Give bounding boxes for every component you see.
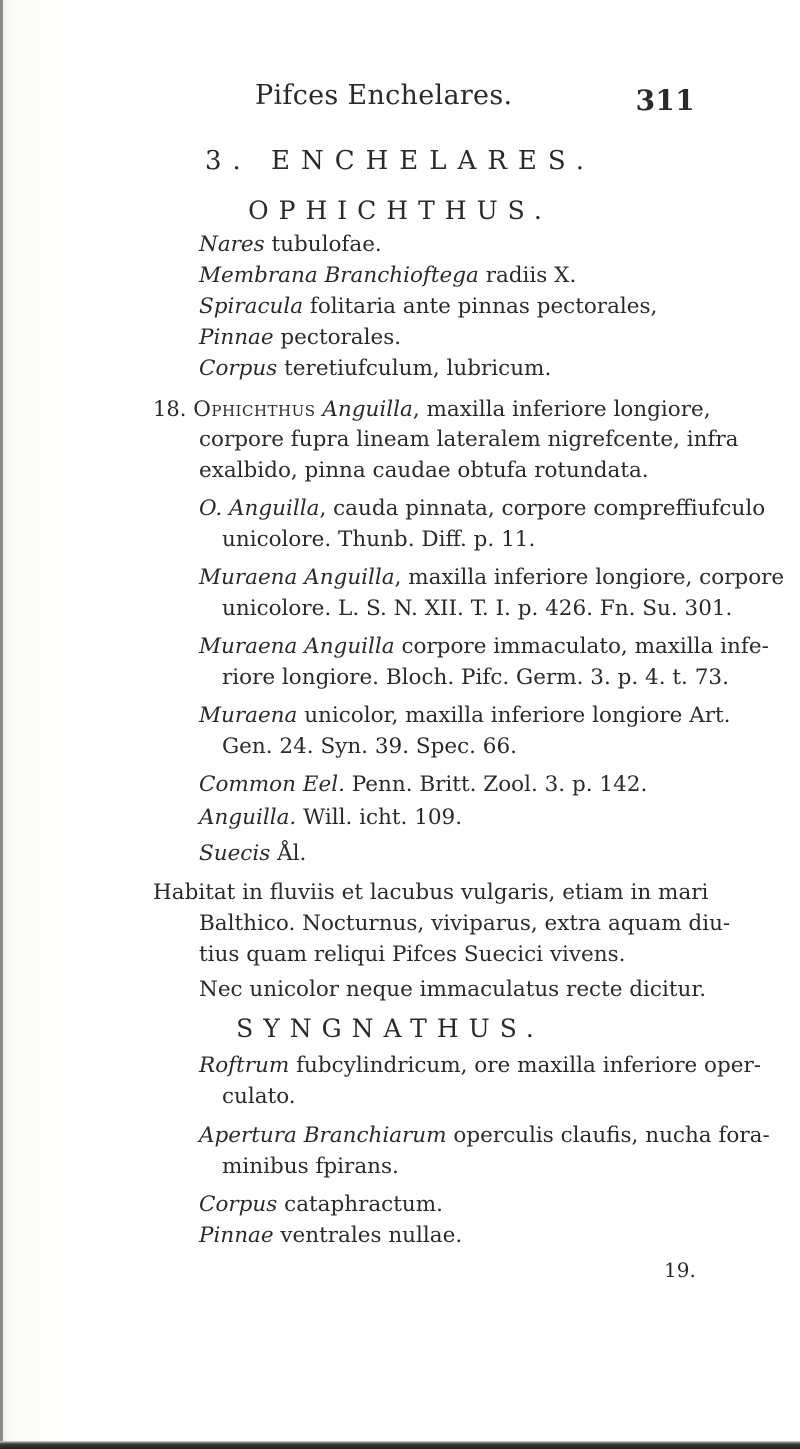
diagnosis-line: exalbido, pinna caudae obtufa rotundata. bbox=[199, 458, 649, 483]
synonym-term: Common Eel. bbox=[199, 772, 345, 797]
character-term: Pinnae bbox=[199, 325, 274, 350]
page-number: 311 bbox=[635, 84, 695, 117]
species-entry-title: 18. Ophichthus Anguilla, maxilla inferiore longiore, bbox=[153, 397, 711, 422]
character-term: Nares bbox=[199, 232, 265, 257]
synonym-term: Anguilla. bbox=[199, 805, 297, 830]
page-bottom-edge bbox=[0, 1441, 800, 1449]
species-genus: Ophichthus bbox=[193, 397, 316, 422]
synonym-line: Muraena unicolor, maxilla inferiore longiore Art. bbox=[199, 703, 731, 728]
habitat-line: tius quam reliqui Pifces Suecici vivens. bbox=[199, 942, 626, 967]
character-term: Corpus bbox=[199, 356, 278, 381]
running-head-title: Pifces Enchelares. bbox=[255, 80, 513, 111]
character-term: Apertura Branchiarum bbox=[199, 1123, 447, 1148]
character-line: Nares tubulofae. bbox=[199, 232, 382, 257]
synonym-line: Gen. 24. Syn. 39. Spec. 66. bbox=[222, 734, 517, 759]
character-line: Spiracula folitaria ante pinnas pectorales, bbox=[199, 294, 658, 319]
character-term: Spiracula bbox=[199, 294, 304, 319]
character-line: Membrana Branchioftega radiis X. bbox=[199, 263, 577, 288]
genus-heading-ophichthus: OPHICHTHUS. bbox=[248, 196, 552, 225]
synonym-line: Muraena Anguilla corpore immaculato, maxilla infe- bbox=[199, 634, 769, 659]
character-line: Corpus teretiufculum, lubricum. bbox=[199, 356, 552, 381]
character-term: Pinnae bbox=[199, 1223, 274, 1248]
character-term: Corpus bbox=[199, 1192, 278, 1217]
synonym-line: Suecis Ål. bbox=[199, 841, 307, 866]
character-line: minibus fpirans. bbox=[222, 1154, 399, 1179]
synonym-term: Muraena Anguilla bbox=[199, 565, 395, 590]
genus-heading-syngnathus: SYNGNATHUS. bbox=[236, 1014, 544, 1043]
character-line: Pinnae pectorales. bbox=[199, 325, 402, 350]
character-line: Apertura Branchiarum operculis claufis, nucha fora- bbox=[199, 1123, 770, 1148]
synonym-line: Common Eel. Penn. Britt. Zool. 3. p. 142. bbox=[199, 772, 648, 797]
running-head bbox=[255, 74, 695, 118]
character-term: Roftrum bbox=[199, 1053, 290, 1078]
character-line: culato. bbox=[222, 1084, 296, 1109]
remark-line: Nec unicolor neque immaculatus recte dicitur. bbox=[199, 977, 707, 1002]
synonym-term: Muraena Anguilla bbox=[199, 634, 395, 659]
character-line: Pinnae ventrales nullae. bbox=[199, 1223, 463, 1248]
character-line: Corpus cataphractum. bbox=[199, 1192, 443, 1217]
species-name: Anguilla bbox=[322, 397, 413, 422]
species-number: 18. bbox=[153, 397, 187, 421]
synonym-line: O. Anguilla, cauda pinnata, corpore compreffiufculo bbox=[199, 496, 766, 521]
synonym-line: unicolore. L. S. N. XII. T. I. p. 426. Fn. Su. 301. bbox=[222, 596, 733, 621]
diagnosis-line: corpore fupra lineam lateralem nigrefcente, infra bbox=[199, 427, 739, 452]
catchword: 19. bbox=[664, 1258, 696, 1282]
habitat-line: Balthico. Nocturnus, viviparus, extra aquam diu- bbox=[199, 911, 731, 936]
synonym-line: unicolore. Thunb. Diff. p. 11. bbox=[222, 527, 536, 552]
character-line: Roftrum fubcylindricum, ore maxilla inferiore oper- bbox=[199, 1053, 762, 1078]
habitat-line: Habitat in fluviis et lacubus vulgaris, etiam in mari bbox=[153, 880, 709, 905]
synonym-term: Suecis bbox=[199, 841, 271, 866]
section-heading: 3. ENCHELARES. bbox=[204, 146, 596, 176]
synonym-line: Anguilla. Will. icht. 109. bbox=[199, 805, 463, 830]
synonym-term: O. Anguilla bbox=[199, 496, 320, 521]
synonym-line: Muraena Anguilla, maxilla inferiore longiore, corpore bbox=[199, 565, 785, 590]
synonym-line: riore longiore. Bloch. Pifc. Germ. 3. p. 4. t. 73. bbox=[222, 665, 729, 690]
character-term: Membrana Branchioftega bbox=[199, 263, 479, 288]
synonym-term: Muraena bbox=[199, 703, 298, 728]
